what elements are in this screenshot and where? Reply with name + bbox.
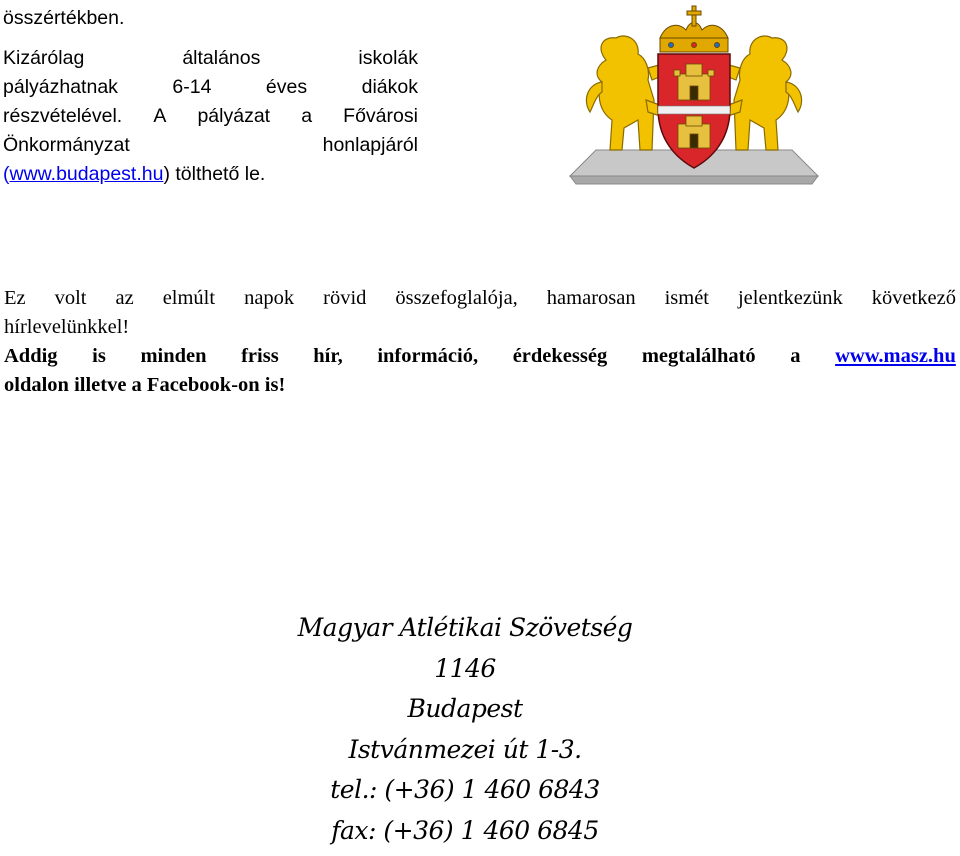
- download-text: ) tölthető le.: [163, 163, 266, 185]
- word: Ez: [4, 287, 26, 309]
- closing-line-1: [4, 284, 956, 313]
- word: éves: [265, 76, 308, 98]
- word: részvételével.: [3, 105, 123, 127]
- word: a: [790, 345, 801, 367]
- word: iskolák: [358, 47, 418, 69]
- tender-line-1: [3, 44, 418, 73]
- word: elmúlt: [162, 287, 216, 309]
- budapest-link[interactable]: www.budapest.hu: [9, 163, 164, 185]
- word: érdekesség: [512, 345, 608, 367]
- word: megtalálható: [641, 345, 756, 367]
- word: a: [301, 105, 313, 127]
- word: honlapjáról: [322, 134, 418, 156]
- tender-line-2: [3, 73, 418, 102]
- word: is: [92, 345, 106, 367]
- org-name: Magyar Atlétikai Szövetség: [297, 613, 633, 642]
- phone-number: tel.: (+36) 1 460 6843: [330, 775, 600, 804]
- tender-line-3: [3, 102, 418, 131]
- word: ismét: [664, 287, 709, 309]
- word: Addig: [4, 345, 58, 367]
- masz-link[interactable]: www.masz.hu: [835, 345, 956, 367]
- contact-block: [0, 608, 930, 851]
- paren-open: (: [3, 163, 10, 185]
- word: rövid: [323, 287, 367, 309]
- fax-number: fax: (+36) 1 460 6845: [331, 815, 599, 845]
- word: összefoglalója,: [395, 287, 518, 309]
- word: hamarosan: [546, 287, 636, 309]
- word: hír,: [313, 345, 343, 367]
- word: diákok: [361, 76, 418, 98]
- intro-text: összértékben.: [3, 7, 125, 29]
- word: általános: [182, 47, 261, 69]
- tender-line-5: [3, 160, 418, 189]
- word: következő: [871, 287, 956, 309]
- word: pályázat: [197, 105, 271, 127]
- word: az: [115, 287, 134, 309]
- budapest-coat-of-arms-icon: [566, 0, 822, 192]
- word: volt: [54, 287, 87, 309]
- city: Budapest: [407, 694, 523, 723]
- closing-line-2: hírlevelünkkel!: [4, 316, 130, 338]
- word: pályázhatnak: [3, 76, 118, 98]
- word: A: [153, 105, 167, 127]
- tender-line-4: [3, 131, 418, 160]
- word: információ,: [377, 345, 479, 367]
- word: minden: [140, 345, 207, 367]
- word: friss: [241, 345, 279, 367]
- bold-line-1: [4, 342, 956, 371]
- tender-paragraph: [3, 44, 418, 189]
- word: napok: [244, 287, 295, 309]
- bold-line-2: oldalon illetve a Facebook-on is!: [4, 374, 286, 396]
- closing-paragraph: [4, 284, 956, 400]
- postcode: 1146: [434, 653, 496, 683]
- word: Önkormányzat: [3, 134, 130, 156]
- word: Kizárólag: [3, 47, 85, 69]
- street-address: Istvánmezei út 1-3.: [348, 734, 582, 764]
- word: Fővárosi: [343, 105, 418, 127]
- word: jelentkezünk: [737, 287, 843, 309]
- word: 6-14: [172, 76, 212, 98]
